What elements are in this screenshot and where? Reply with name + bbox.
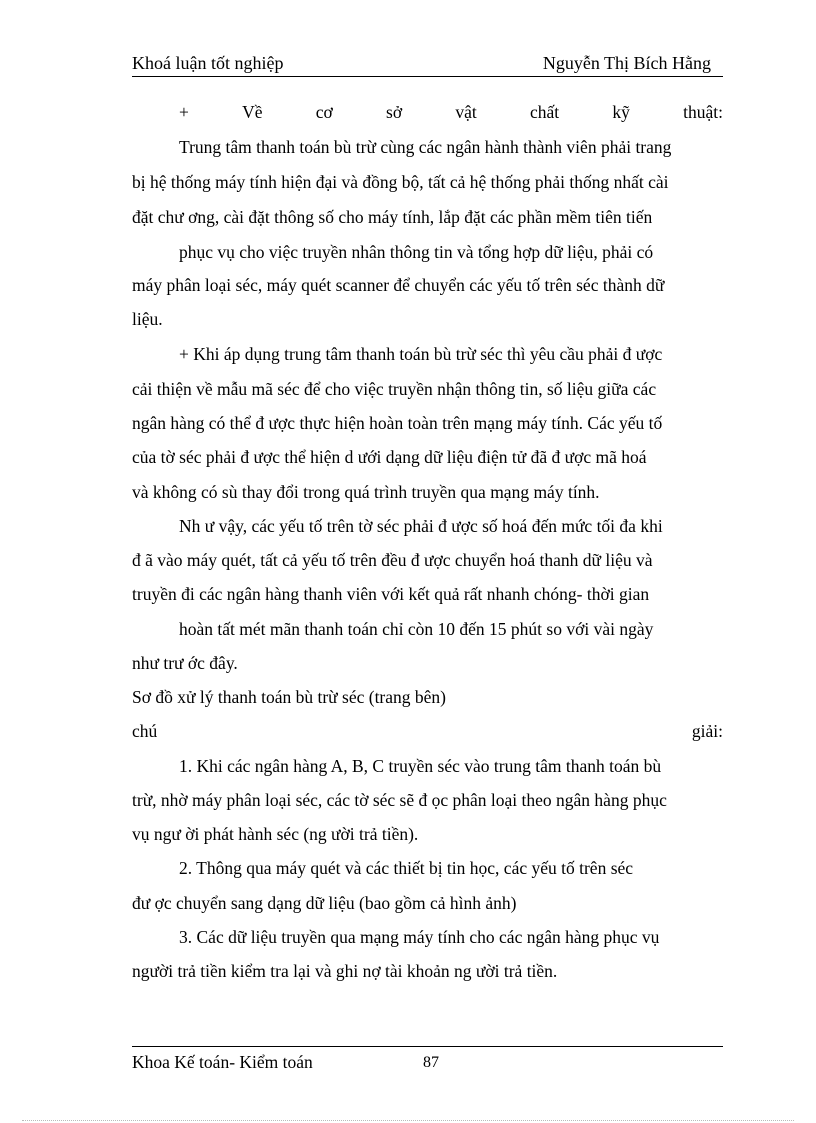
text-line: ngân hàng có thể đ ược thực hiện hoàn toàn trên mạng máy tính. Các yếu tố <box>132 413 663 433</box>
legend-heading <box>132 719 723 743</box>
word: chú <box>132 721 158 741</box>
text-line: 2. Thông qua máy quét và các thiết bị tin học, các yếu tố trên séc <box>179 858 634 878</box>
word: vật <box>455 102 477 122</box>
text-line: của tờ séc phải đ ược thể hiện d ưới dạng dữ liệu điện tử đã đ ược mã hoá <box>132 447 647 467</box>
text-line: truyền đi các ngân hàng thanh viên với kết quả rất nhanh chóng- thời gian <box>132 584 650 604</box>
header-thesis-label: Khoá luận tốt nghiệp <box>132 53 284 73</box>
word: sở <box>386 102 403 122</box>
word: giải: <box>691 721 723 741</box>
text-line: trừ, nhờ máy phân loại séc, các tờ séc sẽ đ ọc phân loại theo ngân hàng phục <box>132 790 667 810</box>
text-line: như trư ớc đây. <box>132 653 238 673</box>
text-line: + Khi áp dụng trung tâm thanh toán bù trừ séc thì yêu cầu phải đ ược <box>179 344 663 364</box>
word: cơ <box>315 102 333 122</box>
text-line: phục vụ cho việc truyền nhân thông tin và tổng hợp dữ liệu, phải có <box>179 242 654 262</box>
text-line: 3. Các dữ liệu truyền qua mạng máy tính cho các ngân hàng phục vụ <box>179 927 660 947</box>
text-line: bị hệ thống máy tính hiện đại và đồng bộ, tất cả hệ thống phải thống nhất cài <box>132 172 669 192</box>
footer-faculty: Khoa Kế toán- Kiểm toán <box>132 1052 313 1072</box>
word: + <box>179 102 189 122</box>
text-line: và không có sù thay đổi trong quá trình truyền qua mạng máy tính. <box>132 482 600 502</box>
text-line: người trả tiền kiểm tra lại và ghi nợ tài khoản ng ười trả tiền. <box>132 961 558 981</box>
word: kỹ <box>612 102 630 122</box>
text-line: Trung tâm thanh toán bù trừ cùng các ngân hành thành viên phải trang <box>179 137 672 157</box>
text-line: máy phân loại séc, máy quét scanner để chuyển các yếu tố trên séc thành dữ <box>132 275 665 295</box>
text-line: 1. Khi các ngân hàng A, B, C truyền séc vào trung tâm thanh toán bù <box>179 756 662 776</box>
word: chất <box>529 102 560 122</box>
header-author-name: Nguyễn Thị Bích Hằng <box>542 53 711 73</box>
section-heading-facilities <box>179 100 723 124</box>
text-line: vụ ngư ời phát hành séc (ng ười trả tiền). <box>132 824 419 844</box>
text-line: cải thiện về mẫu mã séc để cho việc truyền nhận thông tin, số liệu giữa các <box>132 379 657 399</box>
page-edge-divider <box>22 1120 794 1121</box>
word: Về <box>242 102 263 122</box>
page-header <box>132 50 723 77</box>
text-line: đặt chư ơng, cài đặt thông số cho máy tính, lắp đặt các phần mềm tiên tiến <box>132 207 653 227</box>
text-line: liệu. <box>132 309 163 329</box>
diagram-caption: Sơ đồ xử lý thanh toán bù trừ séc (trang bên) <box>132 687 446 707</box>
page-footer <box>132 1046 723 1072</box>
text-line: hoàn tất mét mãn thanh toán chỉ còn 10 đến 15 phút so với vài ngày <box>179 619 654 639</box>
page-number: 87 <box>423 1054 439 1071</box>
word: thuật: <box>683 102 723 122</box>
text-line: Nh ư vậy, các yếu tố trên tờ séc phải đ ược số hoá đến mức tối đa khi <box>179 516 663 536</box>
text-line: đư ợc chuyển sang dạng dữ liệu (bao gồm cả hình ảnh) <box>132 893 517 913</box>
text-line: đ ã vào máy quét, tất cả yếu tố trên đều đ ược chuyển hoá thanh dữ liệu và <box>132 550 653 570</box>
